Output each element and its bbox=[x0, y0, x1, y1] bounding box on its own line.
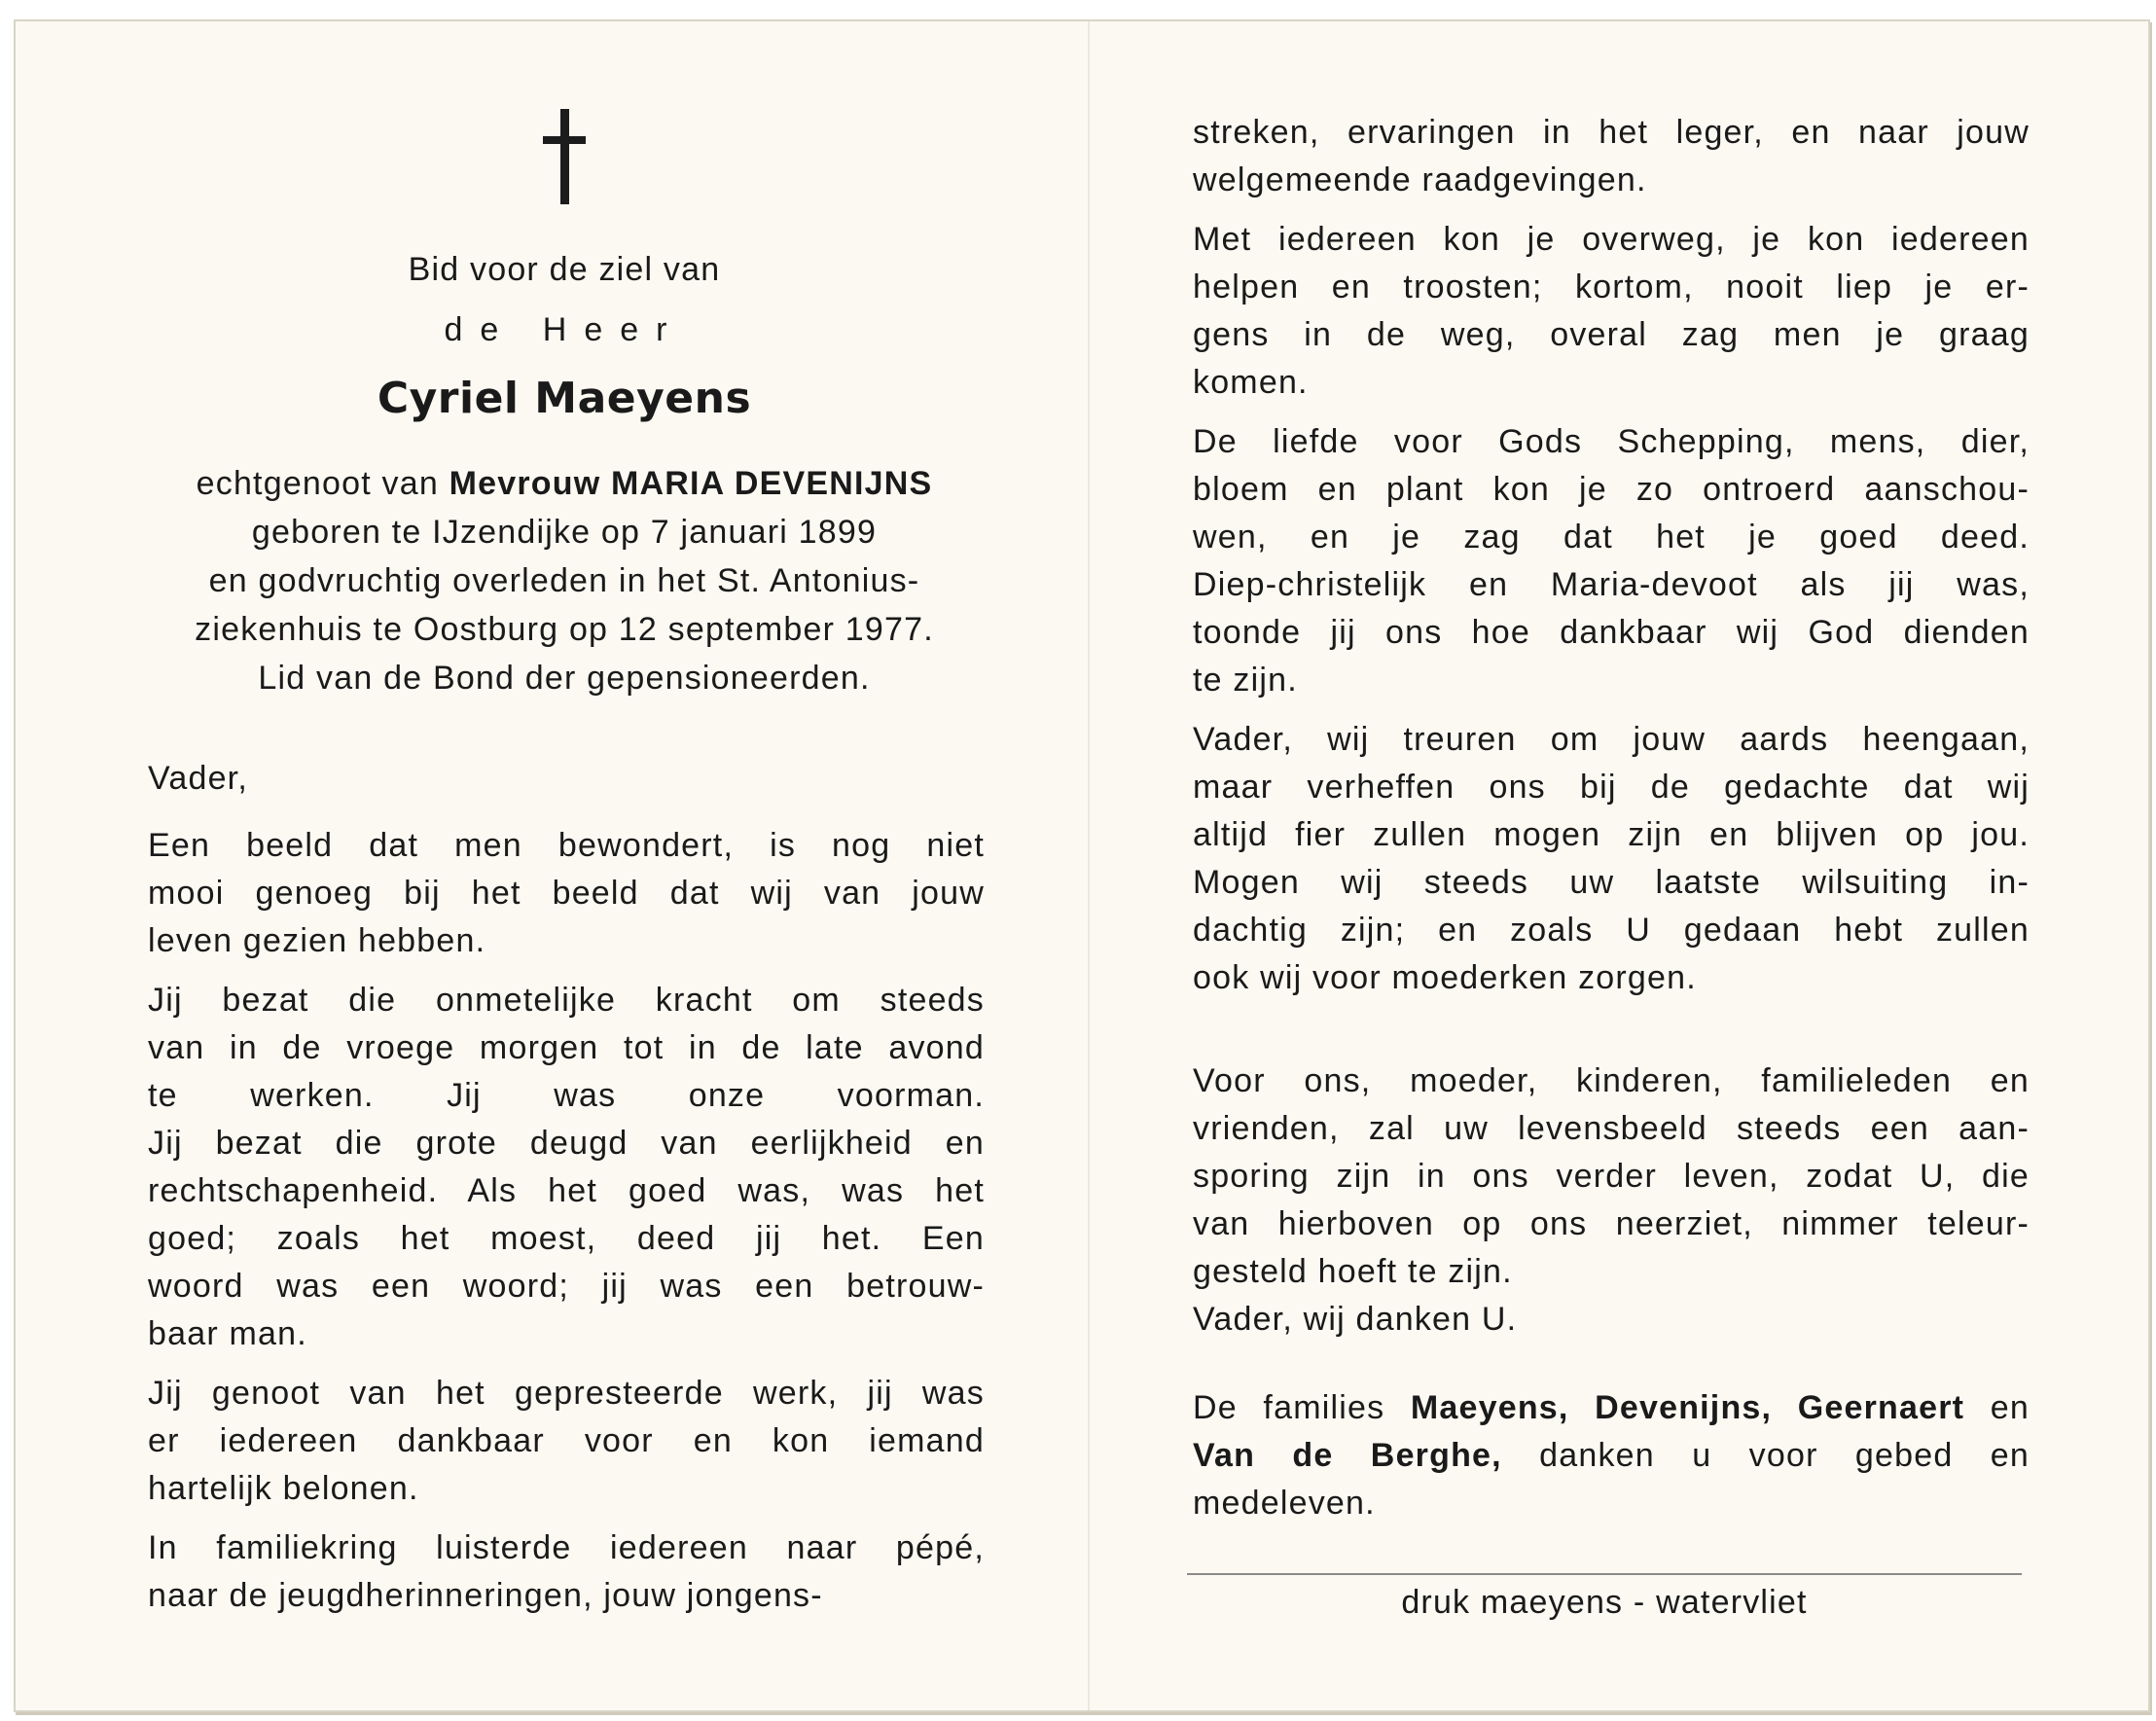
text-line: mooi genoeg bij het beeld dat wij van jouw bbox=[148, 875, 985, 912]
thanks-text bbox=[1193, 1384, 2030, 1527]
text-line: wen, en je zag dat het je goed deed. bbox=[1193, 519, 2030, 556]
text-line: welgemeende raadgevingen. bbox=[1193, 161, 1647, 198]
text-line: ook wij voor moederken zorgen. bbox=[1193, 959, 1697, 996]
text-line: naar de jeugdherinneringen, jouw jongens- bbox=[148, 1577, 823, 1614]
text-line: komen. bbox=[1193, 364, 1309, 401]
text-line: Mogen wij steeds uw laatste wilsuiting in- bbox=[1193, 864, 2030, 901]
text-line: goed; zoals het moest, deed jij het. Een bbox=[148, 1220, 985, 1257]
text-line: gens in de weg, overal zag men je graag bbox=[1193, 316, 2030, 353]
text-line: maar verheffen ons bij de gedachte dat wij bbox=[1193, 769, 2030, 806]
text-line: bloem en plant kon je zo ontroerd aanschou- bbox=[1193, 471, 2030, 508]
thanks-line-3: medeleven. bbox=[1193, 1485, 1376, 1522]
text-line: Vader, wij treuren om jouw aards heengaan, bbox=[1193, 721, 2030, 758]
text-line: Een beeld dat men bewondert, is nog niet bbox=[148, 827, 985, 864]
text-line: In familiekring luisterde iedereen naar pépé, bbox=[148, 1529, 985, 1566]
text-line: Jij bezat die onmetelijke kracht om steeds bbox=[148, 982, 985, 1019]
deceased-name: Cyriel Maeyens bbox=[377, 374, 752, 423]
text-line: te werken. Jij was onze voorman. bbox=[148, 1077, 985, 1114]
paragraph bbox=[1193, 109, 2030, 204]
text-line: helpen en troosten; kortom, nooit liep je er- bbox=[1193, 269, 2030, 305]
text-line: toonde jij ons hoe dankbaar wij God dienden bbox=[1193, 614, 2030, 651]
membership-line: Lid van de Bond der gepensioneerden. bbox=[258, 660, 871, 697]
thanks-line-1: De families Maeyens, Devenijns, Geernaert en bbox=[1193, 1389, 2030, 1426]
spouse-line bbox=[136, 465, 992, 503]
paragraph bbox=[1193, 716, 2030, 1002]
text-line: streken, ervaringen in het leger, en naar jouw bbox=[1193, 114, 2030, 151]
text-line: gesteld hoeft te zijn. bbox=[1193, 1253, 1513, 1290]
paragraph bbox=[148, 977, 985, 1358]
text-line: baar man. bbox=[148, 1315, 307, 1352]
right-body-text bbox=[1193, 109, 2030, 1002]
salutation: Vader, bbox=[148, 760, 248, 797]
paragraph bbox=[148, 1524, 985, 1620]
text-line: Met iedereen kon je overweg, je kon iedereen bbox=[1193, 221, 2030, 258]
text-line: rechtschapenheid. Als het goed was, was het bbox=[148, 1172, 985, 1209]
text-line: van in de vroege morgen tot in de late avond bbox=[148, 1029, 985, 1066]
text-line: dachtig zijn; en zoals U gedaan hebt zullen bbox=[1193, 912, 2030, 949]
death-line-1: en godvruchtig overleden in het St. Antonius- bbox=[208, 562, 920, 599]
printer-credit: druk maeyens - watervliet bbox=[1401, 1584, 1808, 1621]
prayer-line: Bid voor de ziel van bbox=[408, 251, 721, 288]
text-line: altijd fier zullen mogen zijn en blijven op jou. bbox=[1193, 816, 2030, 853]
text-line: Voor ons, moeder, kinderen, familieleden en bbox=[1193, 1062, 2030, 1099]
text-line: sporing zijn in ons verder leven, zodat U, die bbox=[1193, 1158, 2030, 1195]
birth-line: geboren te IJzendijke op 7 januari 1899 bbox=[251, 514, 878, 551]
text-line: De liefde voor Gods Schepping, mens, dier, bbox=[1193, 423, 2030, 460]
text-line: Jij bezat die grote deugd van eerlijkheid en bbox=[148, 1125, 985, 1162]
title-line: de Heer bbox=[444, 311, 685, 348]
thanks-line-2: Van de Berghe, danken u voor gebed en bbox=[1193, 1437, 2030, 1474]
text-line: te zijn. bbox=[1193, 662, 1298, 699]
text-line: Vader, wij danken U. bbox=[1193, 1301, 1518, 1338]
spouse-name: Mevrouw MARIA DEVENIJNS bbox=[449, 465, 933, 502]
text-line: van hierboven op ons neerziet, nimmer teleur- bbox=[1193, 1205, 2030, 1242]
paragraph bbox=[1193, 216, 2030, 407]
card-fold bbox=[1088, 21, 1090, 1710]
text-line: er iedereen dankbaar voor en kon iemand bbox=[148, 1422, 985, 1459]
death-line-2: ziekenhuis te Oostburg op 12 september 1977. bbox=[195, 611, 934, 648]
text-line: hartelijk belonen. bbox=[148, 1470, 419, 1507]
divider-rule bbox=[1187, 1573, 2022, 1575]
text-line: woord was een woord; jij was een betrouw- bbox=[148, 1268, 985, 1305]
text-line: vrienden, zal uw levensbeeld steeds een aan- bbox=[1193, 1110, 2030, 1147]
closing-text bbox=[1193, 1058, 2030, 1344]
spouse-prefix: echtgenoot van bbox=[196, 465, 449, 502]
left-body-text bbox=[148, 822, 985, 1620]
cross-icon bbox=[543, 109, 586, 204]
paragraph bbox=[1193, 418, 2030, 704]
text-line: leven gezien hebben. bbox=[148, 922, 486, 959]
paragraph bbox=[148, 1370, 985, 1513]
text-line: Diep-christelijk en Maria-devoot als jij was, bbox=[1193, 566, 2030, 603]
paragraph bbox=[148, 822, 985, 965]
text-line: Jij genoot van het gepresteerde werk, jij was bbox=[148, 1375, 985, 1412]
